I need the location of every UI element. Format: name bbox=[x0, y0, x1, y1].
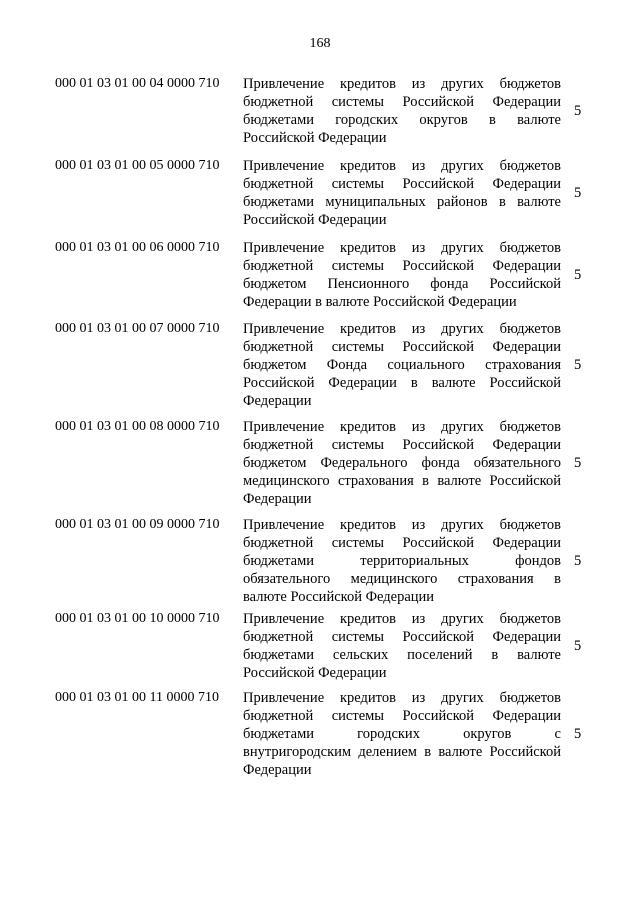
row-description bbox=[243, 320, 561, 410]
description-line: бюджетной системы Российской Федерации bbox=[243, 176, 561, 192]
description-line: Привлечение кредитов из других бюджетов bbox=[243, 611, 561, 627]
table-row bbox=[0, 610, 582, 682]
description-line: медицинского страхования в валюте Российской bbox=[243, 473, 561, 489]
description-line: Федерации bbox=[243, 393, 312, 409]
description-line: Федерации bbox=[243, 762, 312, 778]
description-line: бюджетами сельских поселений в валюте bbox=[243, 647, 561, 663]
row-value: 5 bbox=[574, 726, 582, 742]
description-line: Привлечение кредитов из других бюджетов bbox=[243, 240, 561, 256]
budget-classification-code: 000 01 03 01 00 04 0000 710 bbox=[55, 76, 220, 91]
description-line: бюджетной системы Российской Федерации bbox=[243, 258, 561, 274]
description-line: внутригородским делением в валюте Российской bbox=[243, 744, 561, 760]
description-line: бюджетом Федерального фонда обязательного bbox=[243, 455, 561, 471]
row-value: 5 bbox=[574, 553, 582, 569]
budget-classification-code: 000 01 03 01 00 11 0000 710 bbox=[55, 690, 219, 705]
budget-classification-code: 000 01 03 01 00 06 0000 710 bbox=[55, 240, 220, 255]
description-line: Привлечение кредитов из других бюджетов bbox=[243, 419, 561, 435]
description-line: Привлечение кредитов из других бюджетов bbox=[243, 76, 561, 92]
description-line: Привлечение кредитов из других бюджетов bbox=[243, 158, 561, 174]
row-description bbox=[243, 418, 561, 508]
table-row bbox=[0, 75, 582, 147]
description-line: Федерации в валюте Российской Федерации bbox=[243, 294, 517, 310]
budget-classification-code: 000 01 03 01 00 08 0000 710 bbox=[55, 419, 220, 434]
row-description bbox=[243, 75, 561, 147]
description-line: Привлечение кредитов из других бюджетов bbox=[243, 517, 561, 533]
page-number: 168 bbox=[309, 36, 331, 51]
table-row bbox=[0, 689, 582, 779]
table-row bbox=[0, 239, 582, 311]
description-line: бюджетами территориальных фондов bbox=[243, 553, 561, 569]
description-line: Российской Федерации bbox=[243, 665, 387, 681]
description-line: обязательного медицинского страхования в bbox=[243, 571, 561, 587]
description-line: Российской Федерации в валюте Российской bbox=[243, 375, 561, 391]
budget-classification-code: 000 01 03 01 00 07 0000 710 bbox=[55, 321, 220, 336]
description-line: бюджетной системы Российской Федерации bbox=[243, 94, 561, 110]
description-line: бюджетной системы Российской Федерации bbox=[243, 339, 561, 355]
description-line: бюджетами муниципальных районов в валюте bbox=[243, 194, 561, 210]
row-description bbox=[243, 239, 561, 311]
description-line: бюджетами городских округов с bbox=[243, 726, 561, 742]
row-value: 5 bbox=[574, 267, 582, 283]
description-line: бюджетной системы Российской Федерации bbox=[243, 708, 561, 724]
row-value: 5 bbox=[574, 455, 582, 471]
description-line: бюджетом Фонда социального страхования bbox=[243, 357, 561, 373]
description-line: бюджетом Пенсионного фонда Российской bbox=[243, 276, 561, 292]
row-description bbox=[243, 516, 561, 606]
description-line: бюджетной системы Российской Федерации bbox=[243, 437, 561, 453]
description-line: бюджетной системы Российской Федерации bbox=[243, 535, 561, 551]
description-line: Привлечение кредитов из других бюджетов bbox=[243, 690, 561, 706]
row-value: 5 bbox=[574, 638, 582, 654]
row-value: 5 bbox=[574, 357, 582, 373]
table-row bbox=[0, 516, 582, 606]
description-line: Российской Федерации bbox=[243, 130, 387, 146]
row-description bbox=[243, 157, 561, 229]
budget-classification-code: 000 01 03 01 00 09 0000 710 bbox=[55, 517, 220, 532]
budget-classification-code: 000 01 03 01 00 10 0000 710 bbox=[55, 611, 220, 626]
description-line: бюджетами городских округов в валюте bbox=[243, 112, 561, 128]
row-value: 5 bbox=[574, 103, 582, 119]
row-value: 5 bbox=[574, 185, 582, 201]
table-row bbox=[0, 157, 582, 229]
budget-classification-code: 000 01 03 01 00 05 0000 710 bbox=[55, 158, 220, 173]
table-row bbox=[0, 418, 582, 508]
table-row bbox=[0, 320, 582, 410]
description-line: Федерации bbox=[243, 491, 312, 507]
description-line: Российской Федерации bbox=[243, 212, 387, 228]
row-description bbox=[243, 610, 561, 682]
description-line: Привлечение кредитов из других бюджетов bbox=[243, 321, 561, 337]
description-line: бюджетной системы Российской Федерации bbox=[243, 629, 561, 645]
row-description bbox=[243, 689, 561, 779]
description-line: валюте Российской Федерации bbox=[243, 589, 435, 605]
